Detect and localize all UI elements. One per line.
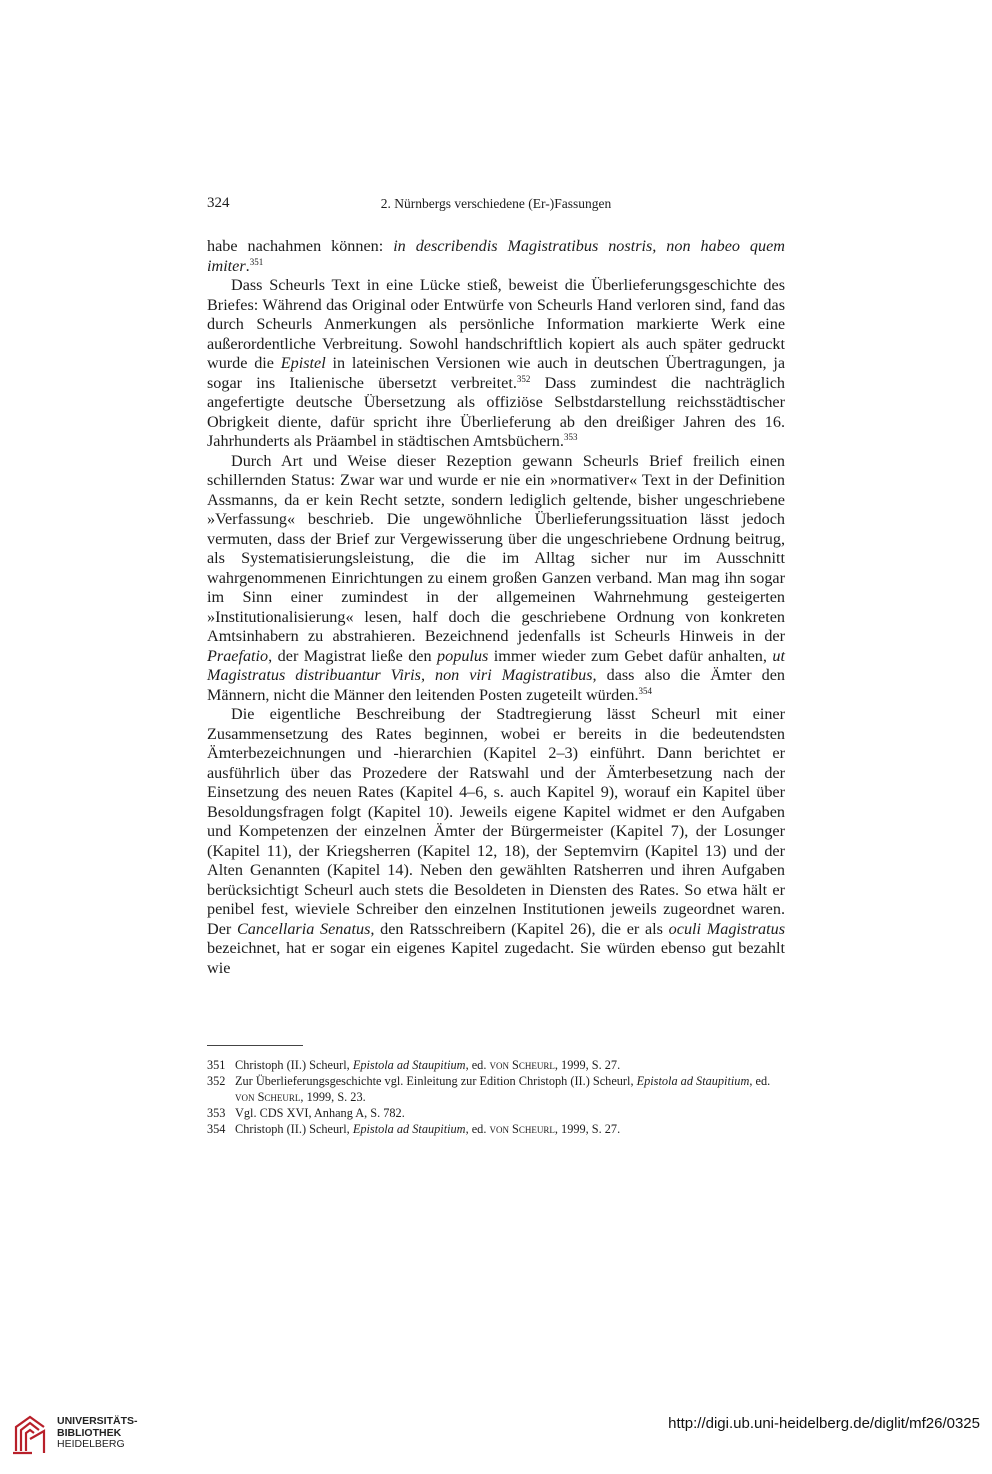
footnote-number: 353 <box>207 1106 226 1120</box>
body-text <box>207 237 785 978</box>
footnote-item: 351 Christoph (II.) Scheurl, Epistola ad Staupitium, ed. von Scheurl, 1999, S. 27. <box>207 1058 621 1072</box>
paragraph: Dass Scheurls Text in eine Lücke stieß, beweist die Überlieferungsgeschichte des Briefes: Während das Original oder Entwürfe von Scheurls Hand verloren sind, fand das durch Scheurls Anmerkungen als persönliche Information markierte Werk eine außerordentliche Verbreitung. Sowohl handschriftlich kopiert als auch später gedruckt wurde die Epistel in lateinischen Versionen wie auch in deutschen Übertragungen, ja sogar ins Italienische übersetzt verbreitet.$^{352}$ Dass zumindest die nachträglich angefertigte deutsche Übersetzung als offiziöse Selbstdarstellung reichsstädtischer Obrigkeit diente, dafür spricht ihre Überlieferung ab den dreißiger Jahren des 16. Jahrhunderts als Präambel in städtischen Amtsbüchern.$^{353}$ <box>207 276 786 450</box>
footnotes <box>207 1057 785 1137</box>
footnote-item: 354 Christoph (II.) Scheurl, Epistola ad Staupitium, ed. von Scheurl, 1999, S. 27. <box>207 1122 621 1136</box>
footnote-ref[interactable]: 353 <box>563 432 578 442</box>
running-title: 2. Nürnbergs verschiedene (Er-)Fassungen <box>380 196 612 211</box>
paragraph: Die eigentliche Beschreibung der Stadtregierung lässt Scheurl mit einer Zusammensetzung des Rates beginnen, wobei er bereits in die bedeutendsten Ämterbezeichnungen und -hierarchien (Kapitel 2–3) einführt. Dann berichtet er ausführlich über das Prozedere der Ratswahl und der Ämterbesetzung nach der Einsetzung des neuen Rates (Kapitel 4–6, s. auch Kapitel 9), worauf ein Kapitel über Besoldungsfragen folgt (Kapitel 10). Jeweils eigene Kapitel widmet er den Aufgaben und Kompetenzen der einzelnen Ämter der Bürgermeister (Kapitel 7), der Losunger (Kapitel 11), der Kriegsherren (Kapitel 12, 18), der Septemvirn (Kapitel 13) und der Alten Genannten (Kapitel 14). Neben den gewählten Ratsherren und ihren Aufgaben berücksichtigt Scheurl auch stets die Besoldeten in Diensten des Rates. So etwa hält er penibel fest, wieviele Schreiber den einzelnen Institutionen jeweils zugeordnet waren. Der Cancellaria Senatus, den Ratsschreibern (Kapitel 26), die er als oculi Magistratus bezeichnet, hat er sogar ein eigenes Kapitel zugedacht. Sie würden ebenso gut bezahlt wie <box>207 705 785 977</box>
footnote-ref[interactable]: 352 <box>516 373 531 384</box>
footnote-number: 352 <box>207 1074 226 1088</box>
footnote-ref[interactable]: 354 <box>638 685 653 696</box>
library-name: UNIVERSITÄTS- BIBLIOTHEK HEIDELBERG <box>57 1415 138 1450</box>
footnote-number: 354 <box>207 1122 226 1136</box>
page-number: 324 <box>207 195 230 211</box>
paragraph: habe nachahmen können: in describendis Magistratibus nostris, non habeo quem imiter.$^{351}$ <box>207 237 785 275</box>
source-url[interactable]: http://digi.ub.uni-heidelberg.de/diglit/mf26/0325 <box>668 1415 980 1432</box>
library-emblem-icon <box>10 1413 50 1457</box>
page-header <box>207 195 785 215</box>
paragraph: Durch Art und Weise dieser Rezeption gewann Scheurls Brief freilich einen schillernden Status: Zwar war und wurde er nie ein »normativer« Text in der Definition Assmanns, da er kein Recht setzte, sondern lediglich geltende, bisher ungeschriebene »Verfassung« beschrieb. Die ungewöhnliche Überlieferungssituation lässt jedoch vermuten, dass der Brief zur Vergewisserung über die ungeschriebene Ordnung beitrug, als Systematisierungsleistung, die die im Alltag sicher nur im Ausschnitt wahrgenommenen Einrichtungen zu einem großen Ganzen verband. Man mag ihn sogar im Sinn einer zumindest in der allgemeinen Wahrnehmung gesteigerten »Institutionalisierung« lesen, half doch die geschriebene Ordnung von konkreten Amtsinhabern zu abstrahieren. Bezeichnend jedenfalls ist Scheurls Hinweis in der Praefatio, der Magistrat ließe den populus immer wieder zum Gebet dafür anhalten, ut Magistratus distribuantur Viris, non viri Magistratibus, dass also die Ämter den Männern, nicht die Männer den leitenden Posten zugeteilt würden.$^{354}$ <box>207 451 785 704</box>
footnote-number: 351 <box>207 1058 226 1072</box>
library-logo[interactable] <box>10 1413 140 1461</box>
footnote-item: 352 Zur Überlieferungsgeschichte vgl. Einleitung zur Edition Christoph (II.) Scheurl, Epistola ad Staupitium, ed. von Scheurl, 1999, S. 23. <box>207 1074 771 1104</box>
footnote-item: 353 Vgl. CDS XVI, Anhang A, S. 782. <box>207 1106 405 1120</box>
footnote-ref[interactable]: 351 <box>249 256 264 267</box>
footnote-divider <box>207 1045 303 1046</box>
